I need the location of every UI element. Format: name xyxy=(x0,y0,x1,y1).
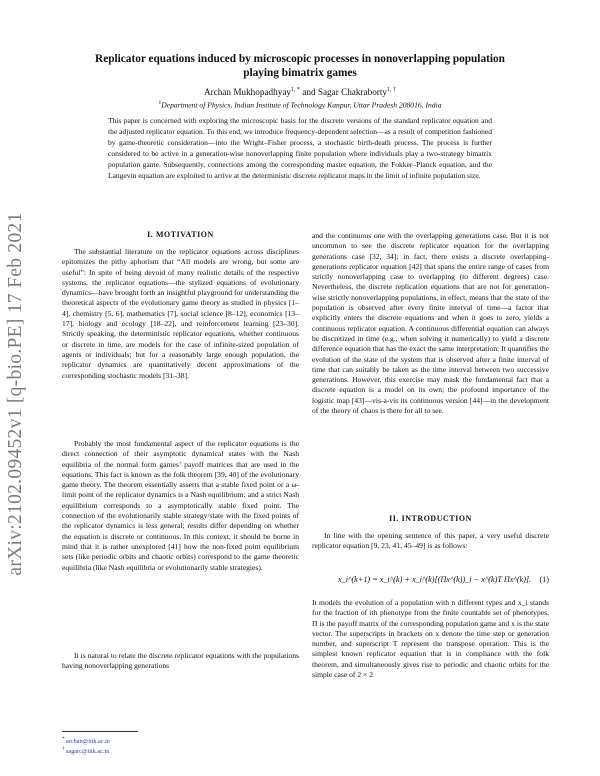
section-1-heading: I. MOTIVATION xyxy=(147,230,214,239)
abstract: This paper is concerned with exploring the microscopic basis for the discrete versions of the standard replicator equation and the adjusted replicator equation. To this end, we introduce frequency-dependent selection—as a result of competition fashioned by game-theoretic consideration—into the Wright–Fisher process, a stochastic birth-death process. The process is further considered to be active in a generation-wise nonoverlapping finite population where individuals play a two-strategy bimatrix population game. Subsequently, connections among the corresponding master equation, the Fokker–Planck equation, and the Langevin equation are exploited to arrive at the deterministic discrete replicator maps in the limit of infinite population size. xyxy=(108,116,492,180)
author-list xyxy=(60,87,540,97)
footnote-2 xyxy=(62,747,109,755)
section-2-heading: II. INTRODUCTION xyxy=(389,514,472,523)
footnote-2-mark: † xyxy=(62,747,65,752)
affiliation-mark: 1 xyxy=(158,100,162,106)
footnote-2-email[interactable]: sagarc@iitk.ac.in xyxy=(66,748,110,756)
arxiv-stamp-text: arXiv:2102.09452v1 [q-bio.PE] 17 Feb 2021 xyxy=(5,212,26,576)
paper-title xyxy=(60,52,540,80)
footnote-1-email[interactable]: archan@iitk.ac.in xyxy=(66,738,110,746)
footnote-1 xyxy=(62,737,110,745)
equation-1 xyxy=(312,575,549,591)
author-1-marks: 1, * xyxy=(291,87,300,93)
footnote-rule xyxy=(62,731,138,732)
motivation-paragraph-2: Probably the most fundamental aspect of the replicator equations is the direct connection of their asymptotic dynamical states with the Nash equilibria of the normal form games’ payoff matrices that are used in the equations. This fact is known as the folk theorem [39, 40] of the evolutionary game theory. The theorem essentially asserts that a stable fixed point or a ω-limit point of the replicator dynamics is a Nash equilibrium; and a strict Nash equilibrium corresponds to a asymptotically stable fixed point. The connection of the evolutionarily stable strategy/state with the fixed points of the replicator dynamics is less general; results differ depending on whether the equation is discrete or continuous. In this context, it should be borne in mind that it is rather unexplored [41] how the non-fixed point equilibrium sets (like periodic orbits and chaotic orbits) correspond to the game theoretic equilibria (like Nash equilibria or evolutionarily stable strategies). xyxy=(62,439,299,572)
introduction-paragraph-2: It models the evolution of a population with n different types and x_i stands for the fraction of ith phenotype from the finite countable set of phenotypes. Π is the payoff matrix of the corresponding population game and x is the state vector. The superscripts in brackets on x denote the time step or generation number, and superscript T represent the transpose operation. This is the simplest known replicator equation that is in compliance with the folk theorem, and simultaneously gives rise to periodic and chaotic orbits for the simple case of 2 × 2 xyxy=(312,598,549,680)
title-line-1: Replicator equations induced by microscopic processes in nonoverlapping population xyxy=(95,53,505,65)
motivation-paragraph-4: and the continuous one with the overlapping generations case. But it is not uncommon to see the discrete replicator equation for the overlapping generations case [32, 34]; in fact, there exists a discrete overlapping-generations replicator equation [42] that spans the entire range of cases from strictly nonoverlapping case to overlapping (to different degrees) case. Nevertheless, the discrete replication equations that are not for generation-wise strictly nonoverlapping populations, in effect, means that the state of the population is observed after every finite interval of time—a factor that explicitly enters the discrete equations and when it goes to zero, yields a continuous replicator equation. A continuous differential equation can always be discretized in time (e.g., when solving it numerically) to yield a discrete difference equation that has the exact the same interpretation: It quantifies the evolution of the state of the system that is observed after a finite interval of time that can suitably be taken as the time interval between two successive generations. However, this exercise may mask the fundamental fact that a discrete equation is a model on its own; the profound importance of the logistic map [43]—vis-a-vis its continuous version [44]—in the development of the theory of chaos is there for all to see. xyxy=(312,231,549,416)
arxiv-stamp xyxy=(4,204,28,584)
author-2-marks: 1, † xyxy=(387,87,396,93)
author-conjunction: and xyxy=(302,87,316,98)
footnote-1-mark: * xyxy=(62,737,65,742)
affiliation-text: Department of Physics, Indian Institute of Technology Kanpur, Uttar Pradesh 208016, India xyxy=(161,100,442,110)
motivation-paragraph-3: It is natural to relate the discrete replicator equations with the populations having nonoverlapping generations xyxy=(62,651,299,671)
motivation-paragraph-1: The substantial literature on the replicator equations across disciplines epitomizes the pithy aphorism that “All models are wrong, but some are useful”: In spite of being devoid of many realistic details of the respective systems, the replicator equations—the stylized equations of evolutionary dynamics—have brought forth an insightful playground for understanding the theoretical aspects of the evolutionary game theory as studied in physics [1–4], chemistry [5, 6], mathematics [7], social science [8–12], economics [13–17], biology and ecology [18–22], and reinforcement learning [23–30]. Strictly speaking, the deterministic replicator equations, whether continuous or discrete in time, are models for the case of infinite-sized population of agents or individuals; but for a reasonably large enough population, the replicator dynamics are quantitatively decent approximations of the corresponding stochastic models [31–38]. xyxy=(62,247,299,380)
equation-1-body: x_i^(k+1) = x_i^(k) + x_i^(k)[(Πx^(k))_i − x^(k)T Πx^(k)]. xyxy=(338,575,532,584)
equation-1-number: (1) xyxy=(539,575,549,584)
author-1: Archan Mukhopadhyay xyxy=(203,87,291,98)
affiliation xyxy=(60,100,540,110)
introduction-paragraph-1: In line with the opening sentence of this paper, a very useful discrete replicator equation [9, 23, 41, 45–49] is as follows: xyxy=(312,531,549,551)
title-line-2: playing bimatrix games xyxy=(243,67,357,79)
author-2: Sagar Chakraborty xyxy=(317,87,387,98)
